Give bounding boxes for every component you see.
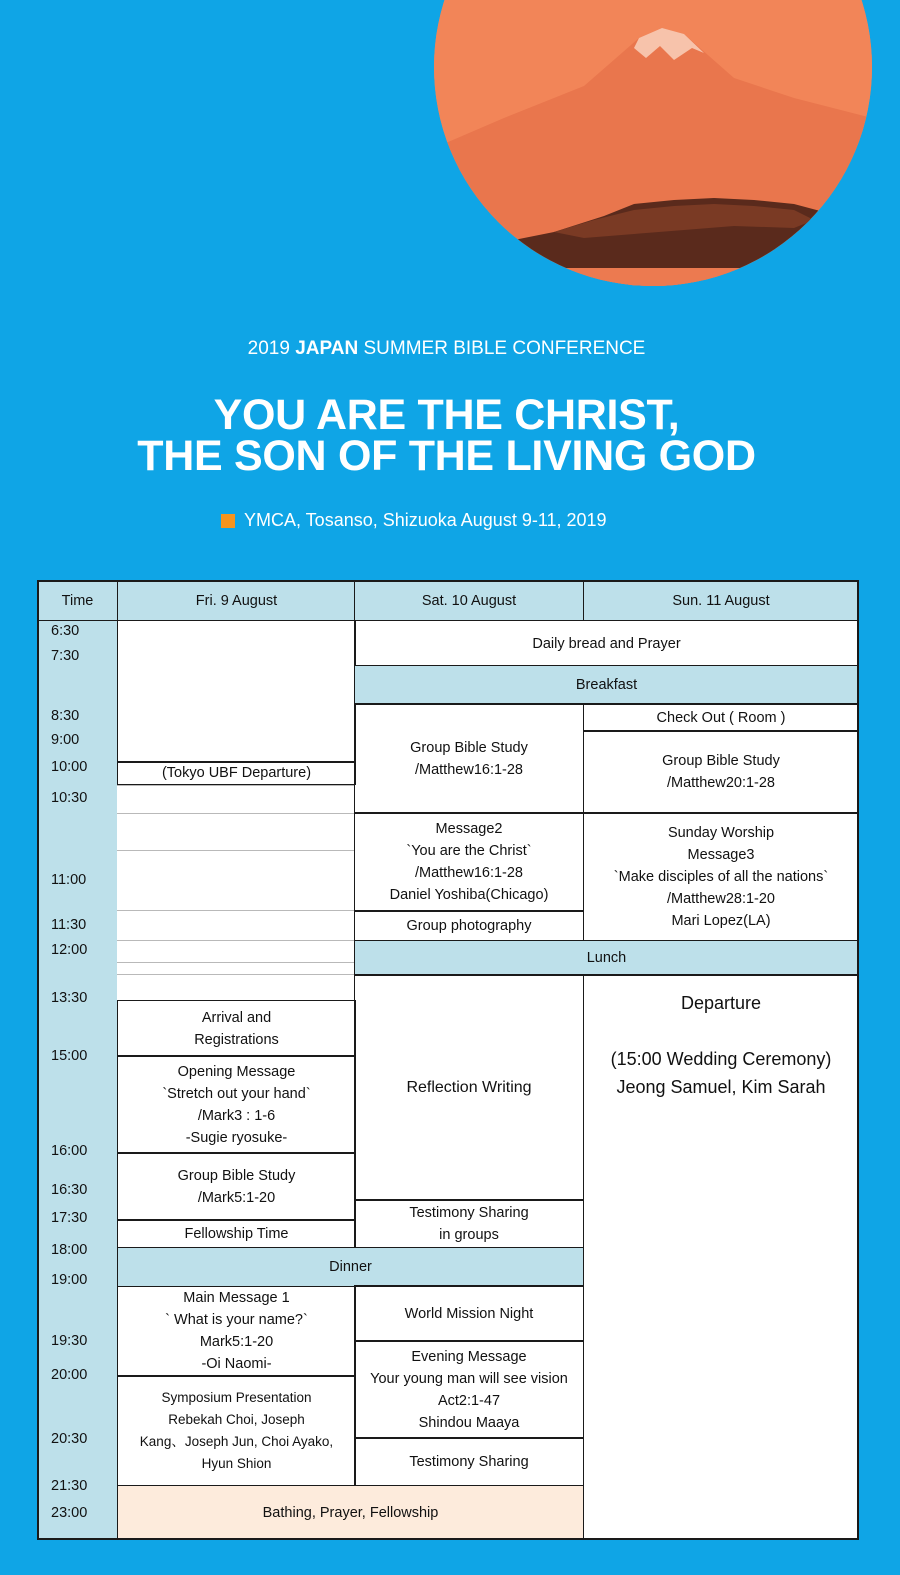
time-label: 18:00: [51, 1242, 88, 1258]
header-time: Time: [37, 580, 118, 621]
session-line: /Mark5:1-20: [197, 1189, 276, 1206]
time-label: 10:00: [51, 759, 88, 775]
session-line: Group Bible Study: [410, 739, 528, 756]
row-divider: [117, 850, 354, 851]
time-label: 11:30: [51, 917, 87, 933]
session-line: Daniel Yoshiba(Chicago): [389, 887, 549, 903]
session-line: Group Bible Study: [177, 1167, 296, 1184]
conference-title: [0, 391, 893, 480]
session-line: Evening Message: [411, 1348, 527, 1365]
session-line: -Oi Naomi-: [201, 1356, 272, 1372]
session-departure: [583, 974, 859, 1540]
session-symposium: [117, 1375, 356, 1487]
session-main-message: [117, 1285, 356, 1377]
time-label: 19:30: [51, 1333, 88, 1349]
session-line: Message3: [687, 847, 755, 863]
session-line: Opening Message: [177, 1063, 296, 1080]
row-divider: [117, 910, 354, 911]
session-line: Message2: [435, 821, 503, 837]
conference-year: 2019: [247, 338, 290, 359]
session-breakfast: Breakfast: [354, 665, 859, 705]
session-group-photo: Group photography: [354, 910, 584, 942]
session-line: Mark5:1-20: [199, 1334, 274, 1350]
session-line: Kang、Joseph Jun, Choi Ayako,: [139, 1434, 334, 1449]
session-line: Testimony Sharing: [409, 1205, 529, 1221]
session-lunch: Lunch: [354, 940, 859, 976]
session-line: Your young man will see vision: [370, 1370, 568, 1387]
session-line: Registrations: [194, 1031, 279, 1048]
session-testimony: Testimony Sharing: [354, 1437, 584, 1487]
session-line: Group Bible Study: [662, 753, 780, 769]
session-evening-message: [354, 1340, 584, 1439]
time-label: 17:30: [51, 1210, 88, 1226]
schedule-table: [37, 580, 859, 1540]
session-line: /Matthew28:1-20: [666, 891, 775, 907]
session-line: Hyun Shion: [201, 1456, 272, 1471]
session-fellowship-time: Fellowship Time: [117, 1219, 356, 1249]
session-line: Act2:1-47: [437, 1392, 501, 1409]
time-label: 19:00: [51, 1272, 88, 1288]
session-sun-group-bible-study: [583, 730, 859, 814]
session-sat-group-bible-study: [354, 703, 584, 814]
session-opening-message: [117, 1055, 356, 1154]
time-label: 11:00: [51, 872, 87, 888]
session-line: /Matthew20:1-28: [666, 775, 775, 791]
session-line: Symposium Presentation: [161, 1390, 312, 1405]
session-line: (15:00 Wedding Ceremony): [610, 1049, 832, 1069]
orange-square-icon: [221, 514, 235, 528]
conference-location: [221, 510, 607, 531]
session-line: /Matthew16:1-28: [414, 865, 523, 881]
session-daily-bread: Daily bread and Prayer: [354, 620, 859, 667]
session-line: Departure: [680, 993, 762, 1013]
session-line: Arrival and: [201, 1009, 272, 1026]
time-label: 6:30: [51, 623, 80, 639]
header-fri: Fri. 9 August: [117, 580, 356, 621]
sunset-mountain-illustration: [434, 0, 872, 286]
session-line: /Mark3 : 1-6: [197, 1107, 276, 1124]
session-reflection-writing: Reflection Writing: [354, 974, 584, 1201]
conference-country: JAPAN: [295, 338, 359, 359]
row-divider: [117, 940, 354, 941]
session-line: Sunday Worship: [667, 825, 775, 841]
time-label: 20:00: [51, 1367, 88, 1383]
time-label: 16:00: [51, 1143, 88, 1159]
header-sat: Sat. 10 August: [354, 580, 584, 621]
session-fri-group-bible-study: [117, 1152, 356, 1221]
time-label: 13:30: [51, 990, 88, 1006]
session-line: Jeong Samuel, Kim Sarah: [616, 1077, 826, 1097]
session-line: Main Message 1: [183, 1290, 290, 1306]
session-line: /Matthew16:1-28: [414, 761, 523, 778]
row-divider: [117, 813, 354, 814]
session-bathing: Bathing, Prayer, Fellowship: [117, 1485, 584, 1540]
row-divider: [117, 785, 354, 786]
session-line: Rebekah Choi, Joseph: [168, 1412, 305, 1427]
session-world-mission: World Mission Night: [354, 1285, 584, 1342]
time-label: 23:00: [51, 1505, 88, 1521]
session-sunday-worship: [583, 812, 859, 942]
time-label: 15:00: [51, 1048, 88, 1064]
row-divider: [117, 974, 354, 975]
session-arrival: [117, 1000, 356, 1057]
header-sun: Sun. 11 August: [583, 580, 859, 621]
time-column: [37, 620, 117, 1538]
session-line: -Sugie ryosuke-: [185, 1129, 288, 1146]
title-line-1: YOU ARE THE CHRIST,: [213, 391, 680, 439]
session-line: Shindou Maaya: [418, 1414, 520, 1431]
time-label: 9:00: [51, 732, 80, 748]
session-dinner: Dinner: [117, 1247, 584, 1287]
session-line: `You are the Christ`: [406, 843, 532, 859]
row-divider: [117, 962, 354, 963]
time-label: 16:30: [51, 1182, 88, 1198]
session-line: `Make disciples of all the nations`: [613, 869, 829, 885]
session-line: ` What is your name?`: [165, 1312, 308, 1328]
time-label: 12:00: [51, 942, 88, 958]
session-line: in groups: [439, 1227, 499, 1243]
time-label: 10:30: [51, 790, 88, 806]
session-tokyo-departure: (Tokyo UBF Departure): [117, 761, 356, 785]
time-label: 8:30: [51, 708, 80, 724]
location-text: YMCA, Tosanso, Shizuoka August 9-11, 2019: [244, 510, 607, 530]
fri-morning-empty: [117, 620, 356, 763]
time-label: 20:30: [51, 1431, 88, 1447]
session-checkout: Check Out ( Room ): [583, 703, 859, 732]
title-line-2: THE SON OF THE LIVING GOD: [137, 432, 756, 480]
conference-event: SUMMER BIBLE CONFERENCE: [363, 338, 646, 359]
time-label: 7:30: [51, 648, 80, 664]
session-message2: [354, 812, 584, 912]
session-line: `Stretch out your hand`: [162, 1085, 311, 1102]
time-label: 21:30: [51, 1478, 88, 1494]
conference-eyebrow: [0, 338, 893, 360]
session-line: Mari Lopez(LA): [671, 913, 771, 929]
session-testimony-groups: [354, 1199, 584, 1249]
